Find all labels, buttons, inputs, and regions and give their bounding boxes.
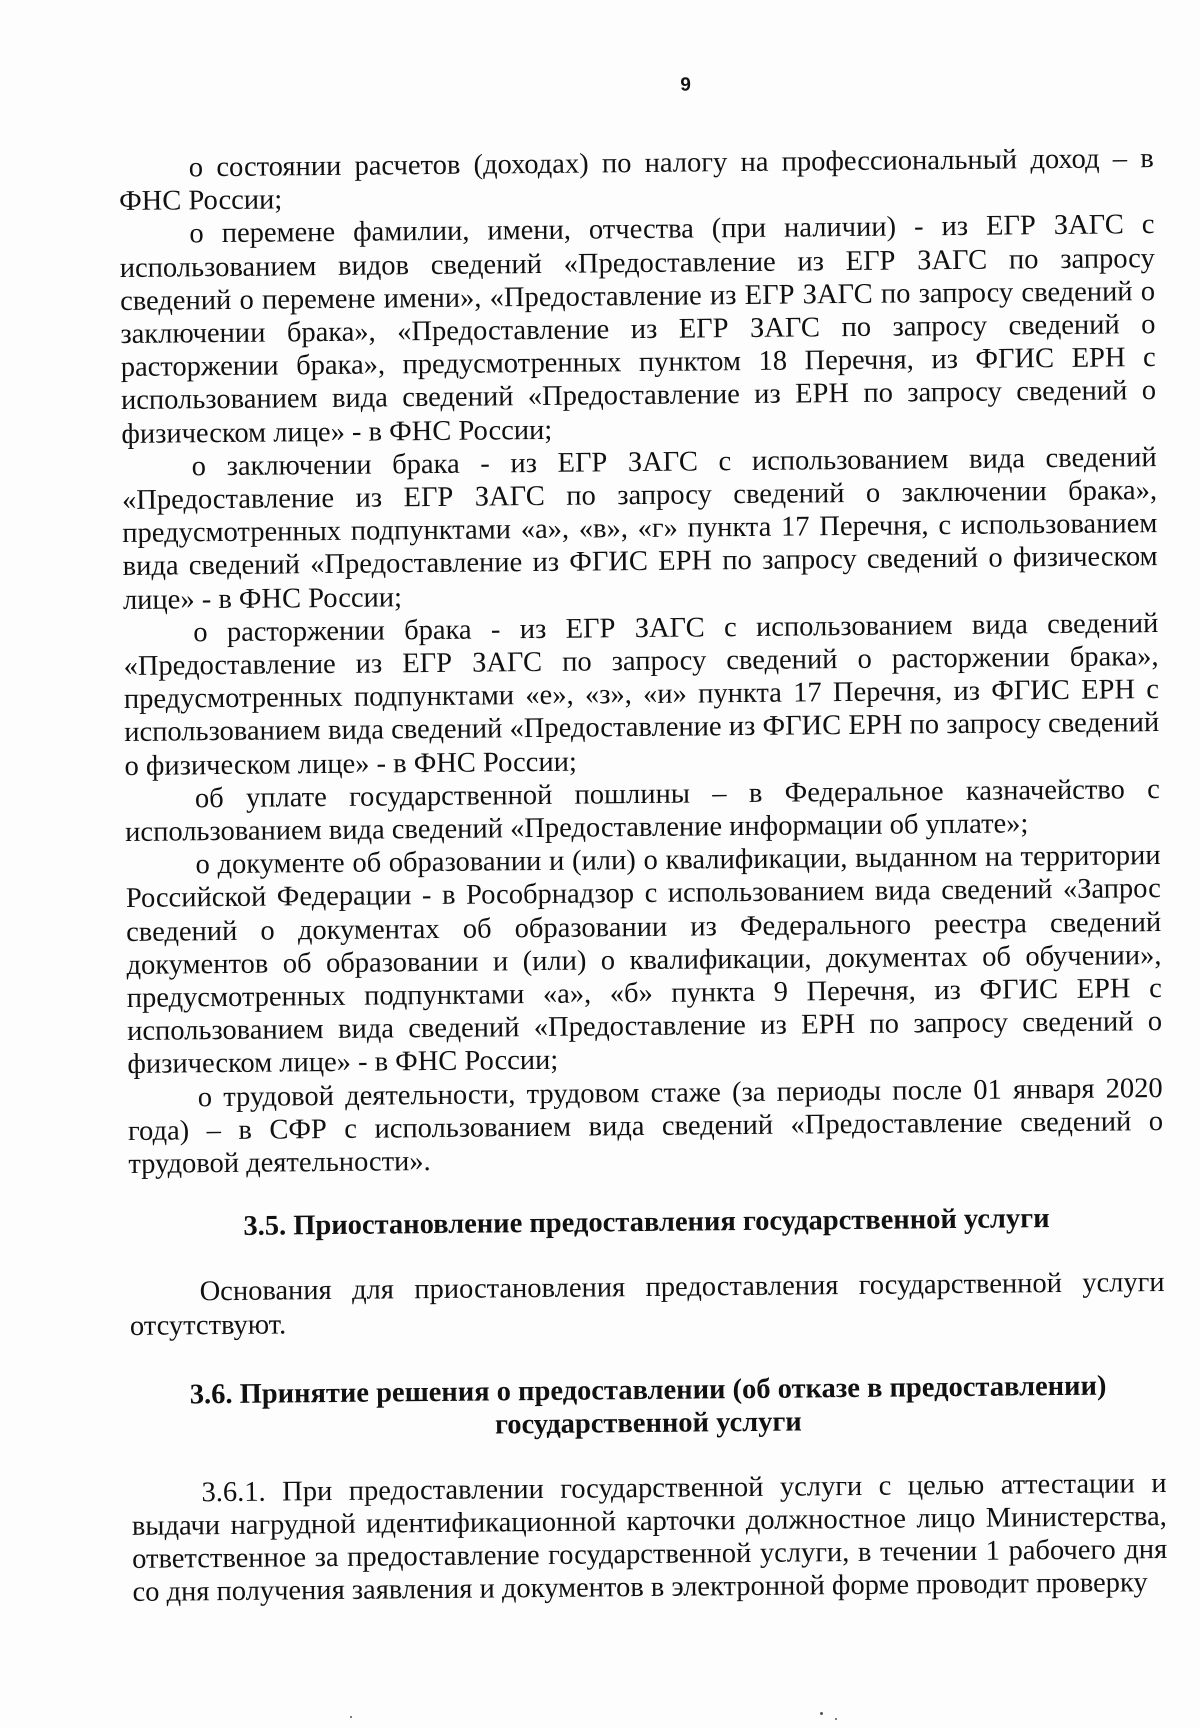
- paragraph-divorce: о расторжении брака - из ЕГР ЗАГС с использованием вида сведений «Предоставление из ЕГР ЗАГС по запросу сведений о расторжении брака», предусмотренных подпунктами «е», «з», «и» пункта 17 Перечня, из ФГИС ЕРН с использованием вида сведений «Предоставление из ФГИС ЕРН по запросу сведений о физическом лице» - в ФНС России;: [123, 607, 1160, 782]
- scan-speck: [835, 1718, 837, 1720]
- paragraph-income-tax: о состоянии расчетов (доходах) по налогу на профессиональный доход – в ФНС России;: [119, 143, 1154, 218]
- paragraph-state-fee: об уплате государственной пошлины – в Федеральное казначейство с использованием вида сведений «Предоставление информации об уплате»;: [125, 773, 1161, 849]
- paragraph-name-change: о перемене фамилии, имени, отчества (при наличии) - из ЕГР ЗАГС с использованием видов сведений «Предоставление из ЕГР ЗАГС по запросу сведений о перемене имени», «Предоставление из ЕГР ЗАГС по запросу сведений о заключении брака», «Предоставление из ЕГР ЗАГС по запросу сведений о расторжении брака», предусмотренных пунктом 18 Перечня, из ФГИС ЕРН с использованием вида сведений «Предоставление из ЕРН по запросу сведений о физическом лице» - в ФНС России;: [119, 209, 1157, 450]
- section-heading-3-6: [130, 1369, 1166, 1445]
- paragraph-labor-activity: о трудовой деятельности, трудовом стаже (за периоды после 01 января 2020 года) – в СФР с использованием вида сведений «Предоставление сведений о трудовой деятельности».: [127, 1072, 1164, 1181]
- page-number: 9: [680, 74, 691, 96]
- scan-speck: [820, 1712, 823, 1715]
- paragraph-marriage: о заключении брака - из ЕГР ЗАГС с использованием вида сведений «Предоставление из ЕГР ЗАГС по запросу сведений о заключении брака», предусмотренных подпунктами «а», «в», «г» пункта 17 Перечня, с использованием вида сведений «Предоставление из ФГИС ЕРН по запросу сведений о физическом лице» - в ФНС России;: [121, 441, 1158, 616]
- scan-speck: [350, 1716, 352, 1718]
- section-3-6-1-text: 3.6.1. При предоставлении государственной услуги с целью аттестации и выдачи нагрудной идентификационной карточки должностное лицо Министерства, ответственное за предоставление государственной услуги, в течении 1 рабочего дня со дня получения заявления и документов в электронной форме проводит проверку: [131, 1467, 1168, 1609]
- section-heading-3-6-line2: государственной услуги: [494, 1406, 802, 1441]
- paragraph-education-document: о документе об образовании и (или) о квалификации, выданном на территории Российской Федерации - в Рособрнадзор с использованием вида сведений «Запрос сведений о документах об образовании из Федерального реестра сведений документов об образовании и (или) о квалификации, документах об обучении», предусмотренных подпунктами «а», «б» пункта 9 Перечня, из ФГИС ЕРН с использованием вида сведений «Предоставление из ЕРН по запросу сведений о физическом лице» - в ФНС России;: [125, 840, 1163, 1081]
- section-3-5-text: Основания для приостановления предоставления государственной услуги отсутствуют.: [129, 1267, 1165, 1342]
- page-content: [118, 70, 1168, 1609]
- section-heading-3-5: 3.5. Приостановление предоставления государственной услуги: [243, 1203, 1050, 1243]
- section-heading-3-6-line1: 3.6. Принятие решения о предоставлении (об отказе в предоставлении): [189, 1370, 1107, 1411]
